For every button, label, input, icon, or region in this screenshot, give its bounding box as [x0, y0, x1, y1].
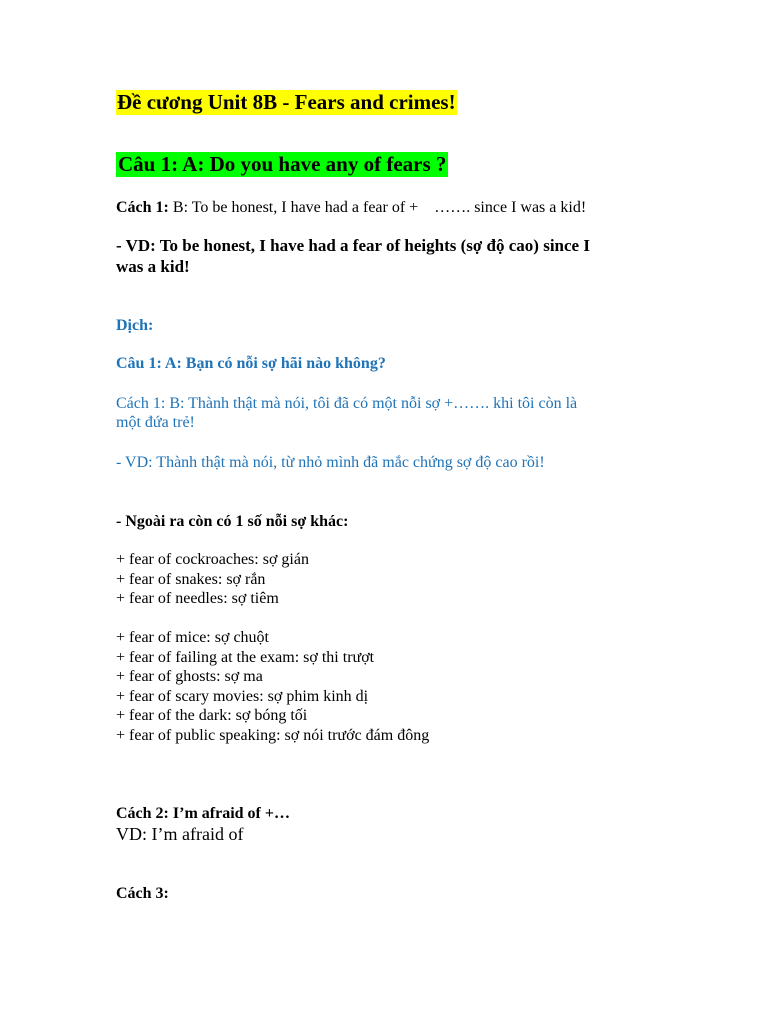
method-3-heading: Cách 3:: [116, 885, 169, 902]
translation-heading: Dịch:: [116, 317, 154, 334]
fear-list-item: + fear of cockroaches: sợ gián: [116, 551, 309, 568]
example-1-line-1: - VD: To be honest, I have had a fear of heights (sợ độ cao) since I: [116, 236, 590, 255]
method-2-heading: Cách 2: I’m afraid of +…: [116, 805, 290, 822]
fear-list-item: + fear of the dark: sợ bóng tối: [116, 707, 308, 724]
example-1-line-2: was a kid!: [116, 257, 190, 276]
other-fears-intro: [116, 512, 348, 531]
question-1-heading: Câu 1: A: Do you have any of fears ?: [118, 152, 447, 176]
translation-method-1-line-1: Cách 1: B: Thành thật mà nói, tôi đã có một nỗi sợ +……. khi tôi còn là: [116, 395, 578, 412]
translation-example-1: - VD: Thành thật mà nói, từ nhỏ mình đã mắc chứng sợ độ cao rồi!: [116, 454, 545, 471]
other-fears-intro-text: - Ngoài ra còn có 1 số nỗi sợ khác:: [116, 513, 349, 530]
fear-list-item: + fear of failing at the exam: sợ thi trượt: [116, 649, 375, 666]
method-1-text: B: To be honest, I have had a fear of + ……. since I was a kid!: [168, 199, 587, 216]
fear-list-item: + fear of scary movies: sợ phim kinh dị: [116, 688, 369, 705]
document-title: Đề cương Unit 8B - Fears and crimes!: [117, 90, 456, 114]
fear-list-item: + fear of public speaking: sợ nói trước đám đông: [116, 727, 430, 744]
fear-list-item: + fear of needles: sợ tiêm: [116, 590, 279, 607]
translation-question-1: Câu 1: A: Bạn có nỗi sợ hãi nào không?: [116, 355, 386, 372]
method-1-line: [116, 198, 586, 217]
translation-method-1-line-2: một đứa trẻ!: [116, 414, 195, 431]
example-2: VD: I’m afraid of: [116, 824, 244, 844]
fear-list-item: + fear of snakes: sợ rắn: [116, 571, 266, 588]
fear-list-item: + fear of mice: sợ chuột: [116, 629, 269, 646]
method-1-label: Cách 1:: [116, 199, 169, 216]
fear-list-item: + fear of ghosts: sợ ma: [116, 668, 263, 685]
